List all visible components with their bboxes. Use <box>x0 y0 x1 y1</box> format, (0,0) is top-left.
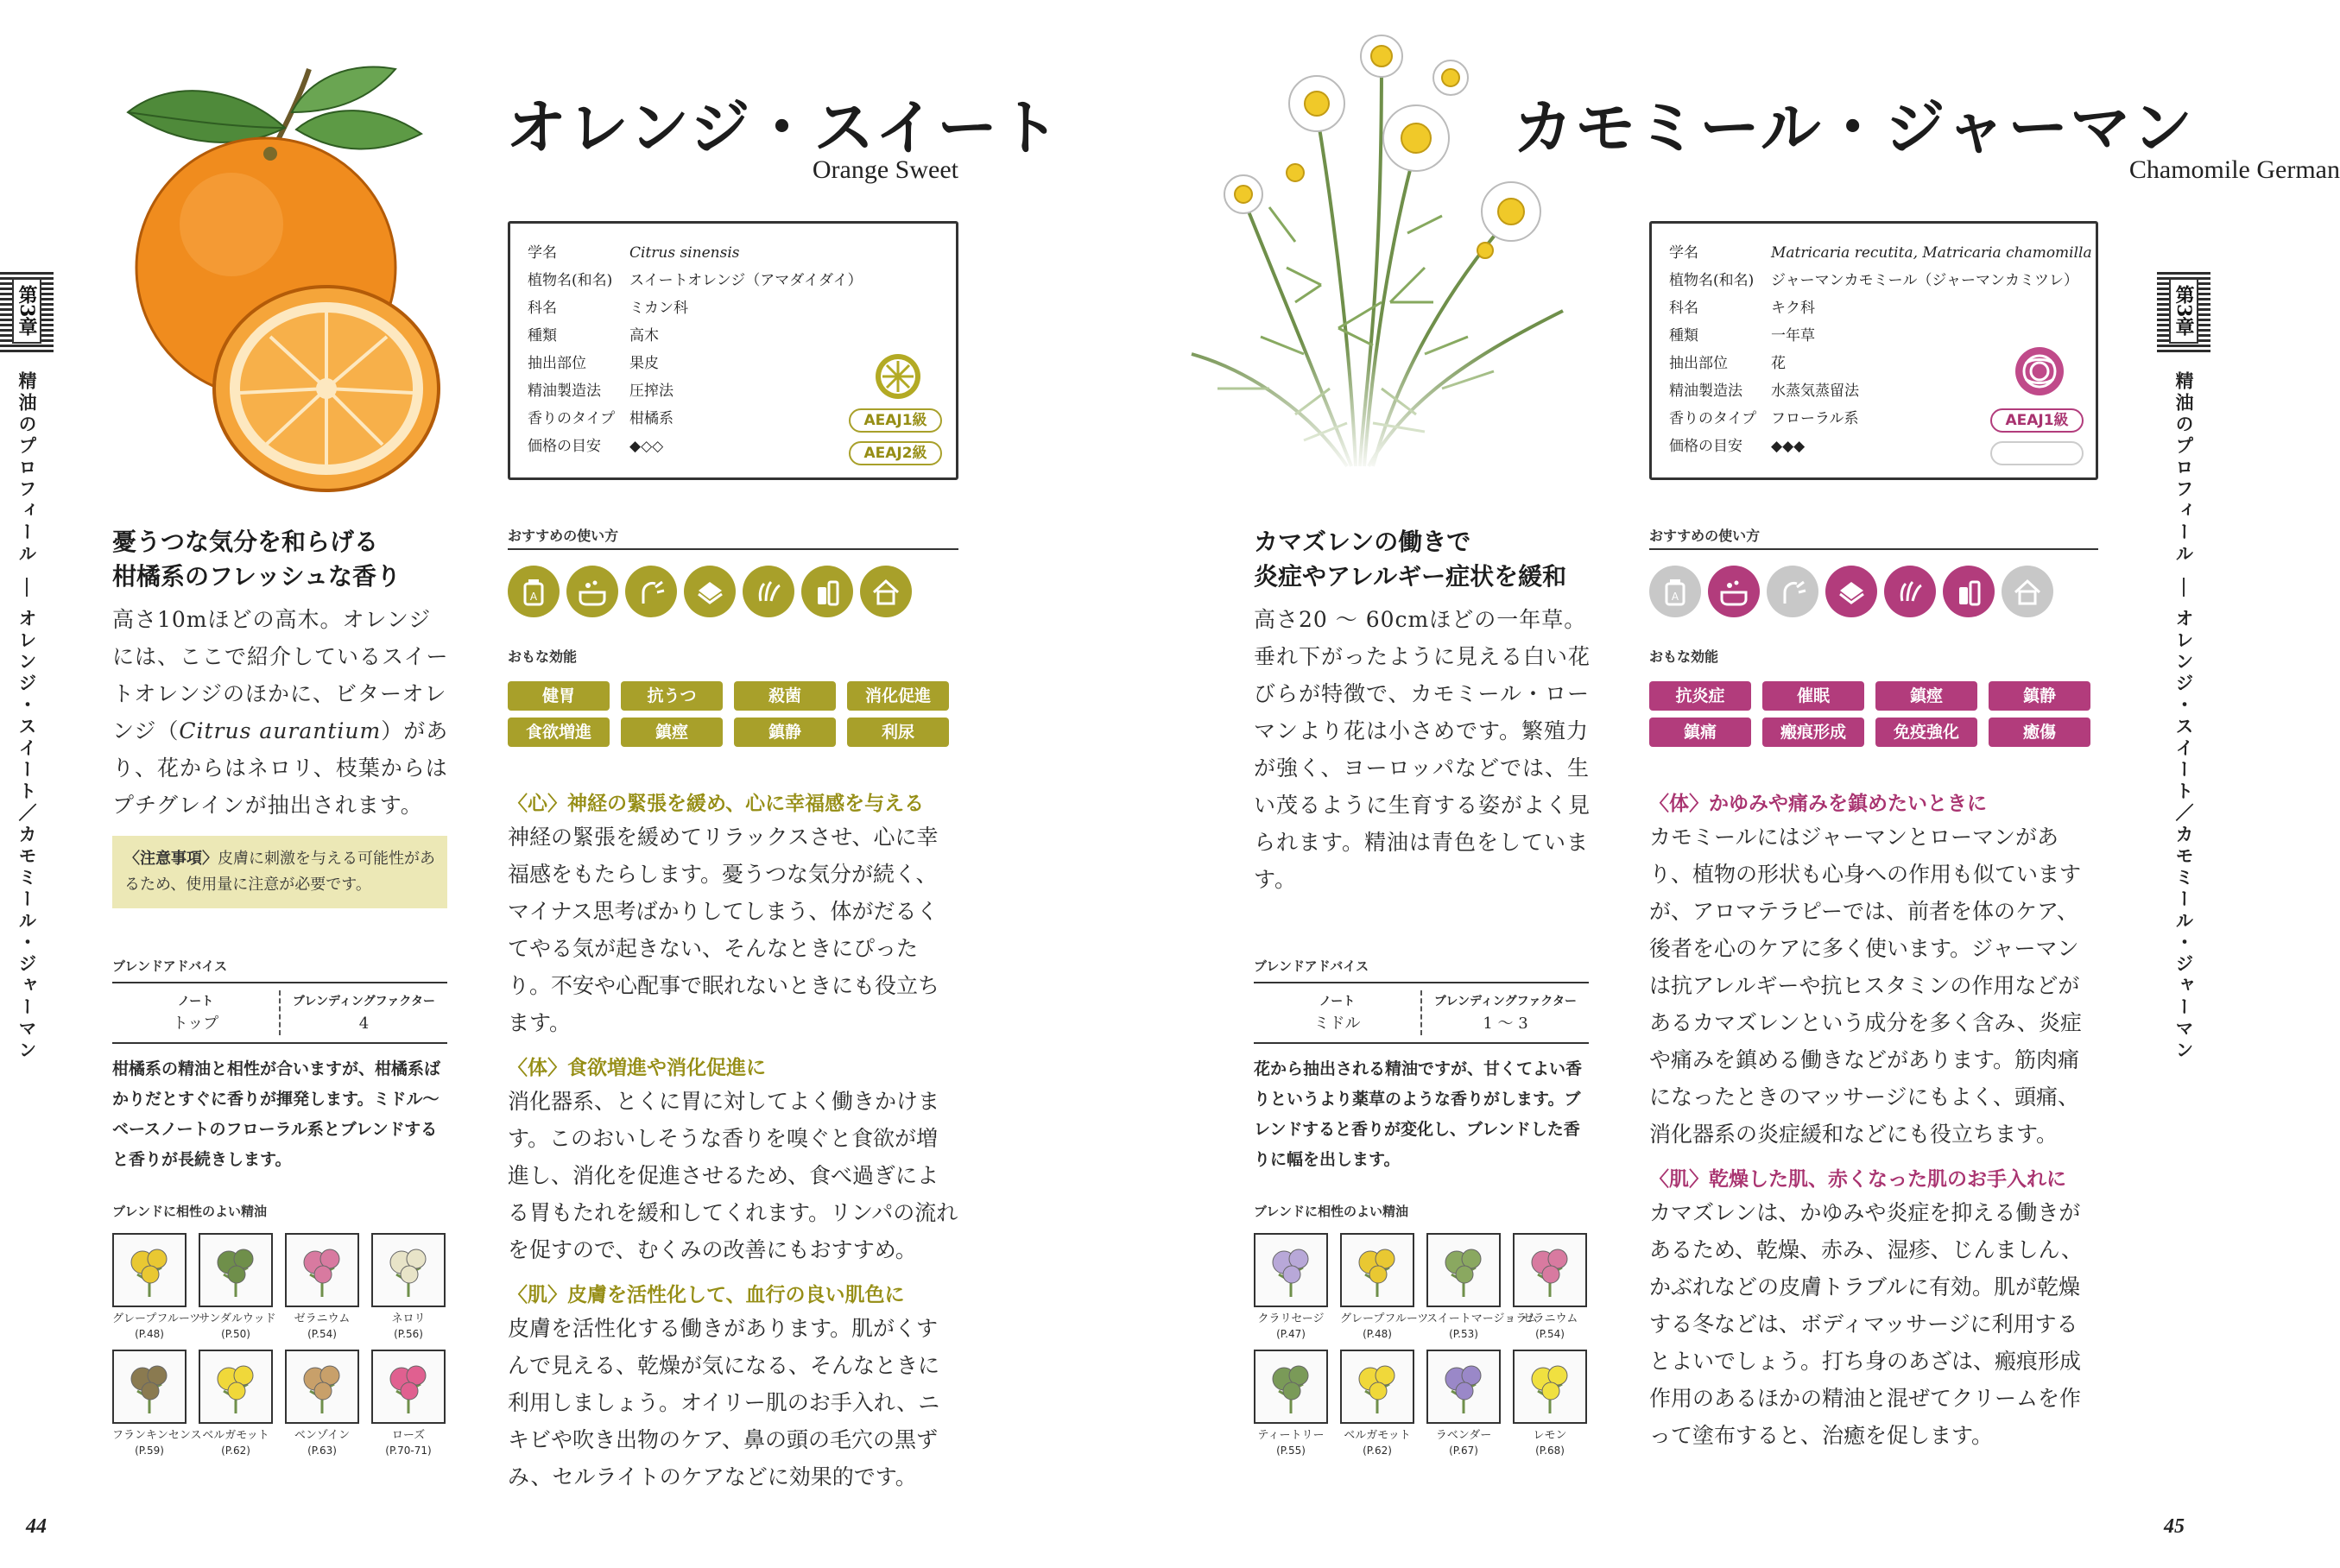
profile-key: 抽出部位 <box>528 355 586 372</box>
profile-key: 科名 <box>1669 300 1698 317</box>
bath-salt-icon <box>508 566 560 617</box>
note-value: トップ <box>172 1015 219 1033</box>
aeaj2-badge: AEAJ2級 <box>849 441 942 465</box>
profile-value: 水蒸気蒸留法 <box>1771 383 1859 400</box>
benefit-heading: 〈肌〉乾燥した肌、赤くなった肌のお手入れに <box>1649 1168 2066 1191</box>
oil-page: (P.68) <box>1535 1445 1565 1457</box>
hand-massage-icon <box>1884 566 1936 617</box>
page-number: 44 <box>26 1515 47 1538</box>
oil-item <box>371 1233 446 1341</box>
blend-advice: ブレンドアドバイス ノート トップ ブレンディングファクター 4 柑橘系の精油と相性が合いますが、柑橘系ばかりだとすぐに香りが揮発します。ミドル～ベースノートのフローラル系とブレンドすると香りが長続きします。 <box>112 957 447 1175</box>
benefit-text: 皮膚を活性化する働きがあります。肌がくすんで見える、乾燥が気になる、そんなときに利用しましょう。オイリー肌のお手入れ、ニキビや吹き出物のケア、鼻の頭の毛穴の黒ずみ、セルライトのケアなどに効果的です。 <box>508 1316 940 1489</box>
benefit-text: 消化器系、とくに胃に対してよく働きかけます。このおいしそうな香りを嗅ぐと食欲が増進し、消化を促進させるため、食べ過ぎによる胃もたれを緩和してくれます。リンパの流れを促すので、むくみの改善にもおすすめ。 <box>508 1089 958 1262</box>
aeaj1-badge: AEAJ1級 <box>1990 408 2084 433</box>
profile-key: 価格の目安 <box>1669 438 1742 455</box>
profile-value: 圧搾法 <box>629 383 674 400</box>
note-value: ミドル <box>1313 1015 1361 1033</box>
empty-badge <box>1990 441 2084 465</box>
benefit-text: 神経の緊張を緩めてリラックスさせ、心に幸福感をもたらします。憂うつな気分が続く、マイナス思考ばかりしてしまう、体がだるくてやる気が起きない、そんなときにぴったり。不安や心配事で眠れないときにも役立ちます。 <box>508 825 940 1035</box>
profile-row <box>1669 239 2092 267</box>
cream-icon <box>801 566 853 617</box>
oil-image <box>285 1350 359 1424</box>
effect-tag: 鎮痙 <box>621 718 723 747</box>
oil-name: サンダルウッド <box>199 1312 276 1325</box>
left-page <box>0 0 1105 1568</box>
oil-name: グレープフルーツ <box>112 1312 201 1325</box>
tab-divider <box>2183 578 2185 597</box>
oil-page: (P.53) <box>1449 1328 1478 1340</box>
oil-name: ベルガモット <box>202 1429 269 1442</box>
profile-row <box>1669 267 2078 294</box>
page-title: オレンジ・スイート <box>506 92 1062 163</box>
oil-item <box>1340 1350 1414 1457</box>
oil-name: レモン <box>1533 1429 1567 1442</box>
blend-text: 花から抽出される精油ですが、甘くてよい香りというより薬草のような香りがします。ブレンドすると香りが変化し、ブレンドした香りに幅を出します。 <box>1254 1059 1583 1169</box>
inhalation-icon <box>1767 566 1818 617</box>
hand-massage-icon <box>743 566 794 617</box>
right-page <box>1105 0 2340 1568</box>
oil-image <box>199 1233 273 1307</box>
profile-card <box>508 221 958 480</box>
page-subtitle: Orange Sweet <box>812 155 958 184</box>
lead-heading: カマズレンの働きで 炎症やアレルギー症状を緩和 <box>1254 528 1567 591</box>
bath-icon <box>1708 566 1760 617</box>
chapter-tab-left <box>0 269 54 1062</box>
intro-text: 高さ20 ～ 60cmほどの一年草。垂れ下がったように見える白い花びらが特徴で、カモミール・ローマンより花は小さめです。繁殖力が強く、ヨーロッパなどでは、生い茂るように生育する姿がよく見られます。精油は青色をしています。 <box>1254 607 1591 892</box>
profile-key: 種類 <box>1669 327 1698 345</box>
oil-image <box>371 1233 446 1307</box>
page-number: 45 <box>2164 1515 2185 1538</box>
effects-section: おもな効能 抗炎症 催眠 鎮痙 鎮静 鎮痛 瘢痕形成 免疫強化 癒傷 <box>1649 646 2098 747</box>
oil-page: (P.67) <box>1449 1445 1478 1457</box>
effect-tag: 抗炎症 <box>1649 681 1751 711</box>
oil-name: ローズ <box>391 1429 426 1442</box>
benefit-heading: 〈体〉かゆみや痛みを鎮めたいときに <box>1649 793 1987 815</box>
profile-key: 植物名(和名) <box>1669 272 1755 289</box>
oil-image <box>1513 1350 1587 1424</box>
good-oils-label: ブレンドに相性のよい精油 <box>1254 1204 1409 1219</box>
tab-section-label: 精油のプロフィール <box>2173 371 2194 566</box>
oil-name: フランキンセンス <box>112 1429 202 1442</box>
aeaj1-badge: AEAJ1級 <box>849 408 942 433</box>
oil-item <box>1513 1233 1587 1341</box>
effect-tag: 催眠 <box>1762 681 1864 711</box>
effect-tag: 健胃 <box>508 681 610 711</box>
profile-value: ミカン科 <box>629 300 688 317</box>
oil-page: (P.48) <box>1363 1328 1392 1340</box>
profile-key: 植物名(和名) <box>528 272 613 289</box>
oil-page: (P.50) <box>221 1328 250 1340</box>
oil-image <box>1254 1350 1328 1424</box>
blend-text: 柑橘系の精油と相性が合いますが、柑橘系ばかりだとすぐに香りが揮発します。ミドル～ベースノートのフローラル系とブレンドすると香りが長続きします。 <box>112 1059 441 1169</box>
oil-page: (P.56) <box>394 1328 423 1340</box>
good-oils-grid <box>1254 1233 1587 1457</box>
oil-item <box>1426 1350 1501 1457</box>
effect-tag: 抗うつ <box>621 681 723 711</box>
oil-item <box>285 1233 359 1341</box>
oil-name: ベンゾイン <box>294 1429 351 1442</box>
oil-image <box>1254 1233 1328 1307</box>
effect-tag: 食欲増進 <box>508 718 610 747</box>
inhalation-icon <box>625 566 677 617</box>
benefit-heading: 〈肌〉皮膚を活性化して、血行の良い肌色に <box>508 1284 905 1306</box>
oil-page: (P.62) <box>1363 1445 1392 1457</box>
profile-key: 学名 <box>528 244 557 262</box>
oil-image <box>1340 1233 1414 1307</box>
oil-image <box>1513 1233 1587 1307</box>
effect-tag: 殺菌 <box>734 681 836 711</box>
intro-text: 高さ10mほどの高木。オレンジには、ここで紹介しているスイートオレンジのほかに、ビターオレンジ（Citrus aurantium）があり、花からはネロリ、枝葉からはプチグレインが抽出されます。 <box>112 607 449 818</box>
effect-tag: 鎮静 <box>1989 681 2090 711</box>
profile-row <box>528 239 939 267</box>
profile-value: ジャーマンカモミール（ジャーマンカミツレ） <box>1771 272 2078 289</box>
profile-row <box>528 294 939 322</box>
chapter-heading: 第3章 <box>0 269 54 352</box>
page-title: カモミール・ジャーマン <box>1513 92 2195 163</box>
oil-image <box>285 1233 359 1307</box>
profile-row <box>528 267 939 294</box>
effect-tag: 癒傷 <box>1989 718 2090 747</box>
oil-page: (P.63) <box>307 1445 337 1457</box>
oil-page: (P.47) <box>1276 1328 1306 1340</box>
oil-item <box>1513 1350 1587 1457</box>
profile-key: 学名 <box>1669 244 1698 262</box>
profile-row <box>528 322 939 350</box>
oil-item <box>199 1233 276 1341</box>
tab-items-label: オレンジ・スイート／カモミール・ジャーマン <box>16 609 37 1062</box>
profile-value: キク科 <box>1771 300 1815 317</box>
benefit-sections <box>508 777 958 1495</box>
oil-item <box>285 1350 359 1457</box>
factor-value: 4 <box>358 1015 370 1033</box>
oil-page: (P.48) <box>135 1328 164 1340</box>
tab-divider <box>26 578 28 597</box>
profile-value: Citrus sinensis <box>629 244 740 262</box>
oil-name: ティートリー <box>1257 1429 1325 1442</box>
profile-value: スイートオレンジ（アマダイダイ） <box>629 272 863 289</box>
profile-value: 果皮 <box>629 355 659 372</box>
profile-value: フローラル系 <box>1771 410 1859 427</box>
profile-key: 香りのタイプ <box>1669 410 1757 427</box>
oil-page: (P.59) <box>135 1445 164 1457</box>
tab-section-label: 精油のプロフィール <box>16 371 37 566</box>
page-subtitle: Chamomile German <box>2128 155 2340 184</box>
rose-flower-icon <box>2013 345 2066 398</box>
svg-text:A: A <box>1671 591 1679 603</box>
effect-tag: 鎮静 <box>734 718 836 747</box>
citrus-icon <box>873 351 923 401</box>
usage-section: おすすめの使い方 A <box>1649 525 2098 617</box>
oil-name: スイートマージョラム <box>1426 1312 1539 1325</box>
benefit-text: カマズレンは、かゆみや炎症を抑える働きがあるため、乾燥、赤み、湿疹、じんましん、かぶれなどの皮膚トラブルに有効。肌が乾燥する冬などは、ボディマッサージに利用するとよいでしょう。打ち身のあざは、瘢痕形成作用のあるほかの精油と混ぜてクリームを作って塗布すると、治癒を促します。 <box>1649 1200 2084 1448</box>
oil-image <box>1426 1233 1501 1307</box>
blend-table: ノート ミドル ブレンディングファクター 1 ～ 3 <box>1254 982 1589 1044</box>
home-icon <box>2002 566 2053 617</box>
benefit-heading: 〈体〉食欲増進や消化促進に <box>508 1057 766 1079</box>
towel-icon <box>684 566 736 617</box>
cream-icon <box>1943 566 1995 617</box>
profile-value: ◆◇◇ <box>629 438 664 455</box>
profile-key: 香りのタイプ <box>528 410 616 427</box>
profile-value: 高木 <box>629 327 659 345</box>
effects-section: おもな効能 健胃 抗うつ 殺菌 消化促進 食欲増進 鎮痙 鎮静 利尿 <box>508 646 958 747</box>
benefit-text: カモミールにはジャーマンとローマンがあり、植物の形状も心身への作用も似ていますが、アロマテラピーでは、前者を体のケア、後者を心のケアに多く使います。ジャーマンは抗アレルギーや抗ヒスタミンの作用などがあるカマズレンという成分を多く含み、炎症や痛みを鎮める働きなどがあります。筋肉痛になったときのマッサージにもよく、頭痛、消化器系の炎症緩和などにも役立ちます。 <box>1649 825 2082 1147</box>
profile-row <box>1669 294 2078 322</box>
profile-card <box>1649 221 2098 480</box>
profile-value: Matricaria recutita, Matricaria chamomilla <box>1771 244 2092 262</box>
oil-page: (P.62) <box>221 1445 250 1457</box>
profile-key: 種類 <box>528 327 557 345</box>
oil-item <box>371 1350 446 1457</box>
benefit-heading: 〈心〉神経の緊張を緩め、心に幸福感を与える <box>508 793 925 815</box>
profile-key: 精油製造法 <box>1669 383 1742 400</box>
effect-tag: 消化促進 <box>847 681 949 711</box>
oil-name: ネロリ <box>391 1312 426 1325</box>
oil-name: ベルガモット <box>1344 1429 1411 1442</box>
oil-page: (P.54) <box>1535 1328 1565 1340</box>
oil-item <box>112 1233 201 1341</box>
oil-image <box>1340 1350 1414 1424</box>
tab-items-label: オレンジ・スイート／カモミール・ジャーマン <box>2173 609 2194 1062</box>
good-oils-grid <box>112 1233 446 1457</box>
oil-page: (P.54) <box>307 1328 337 1340</box>
profile-value: ◆◆◆ <box>1771 438 1806 455</box>
effect-tag: 免疫強化 <box>1875 718 1977 747</box>
caution-note: 〈注意事項〉皮膚に刺激を与える可能性があるため、使用量に注意が必要です。 <box>112 836 447 908</box>
factor-value: 1 ～ 3 <box>1483 1015 1528 1033</box>
profile-value: 花 <box>1771 355 1786 372</box>
home-icon <box>860 566 912 617</box>
oil-image <box>371 1350 446 1424</box>
oil-name: グレープフルーツ <box>1340 1312 1429 1325</box>
effect-tag: 鎮痙 <box>1875 681 1977 711</box>
lead-heading: 憂うつな気分を和らげる 柑橘系のフレッシュな香り <box>112 528 402 591</box>
profile-value: 一年草 <box>1771 327 1815 345</box>
oil-image <box>1426 1350 1501 1424</box>
profile-value: 柑橘系 <box>629 410 674 427</box>
benefit-sections <box>1649 777 2098 1454</box>
effect-tag: 鎮痛 <box>1649 718 1751 747</box>
towel-icon <box>1825 566 1877 617</box>
oil-item <box>1254 1350 1328 1457</box>
profile-key: 抽出部位 <box>1669 355 1728 372</box>
usage-section: おすすめの使い方 A <box>508 525 958 617</box>
oil-item <box>1426 1233 1539 1341</box>
oil-item <box>112 1350 202 1457</box>
profile-key: 精油製造法 <box>528 383 601 400</box>
oil-page: (P.55) <box>1276 1445 1306 1457</box>
blend-advice: ブレンドアドバイス ノート ミドル ブレンディングファクター 1 ～ 3 花から抽出される精油ですが、甘くてよい香りというより薬草のような香りがします。ブレンドすると香りが変化し、ブレンドした香りに幅を出します。 <box>1254 957 1589 1175</box>
oil-name: ゼラニウム <box>1521 1312 1578 1325</box>
bath-salt-icon <box>1649 566 1701 617</box>
oil-name: ラベンダー <box>1435 1429 1492 1442</box>
oil-item <box>1340 1233 1429 1341</box>
profile-key: 科名 <box>528 300 557 317</box>
oil-image <box>199 1350 273 1424</box>
oil-image <box>112 1350 187 1424</box>
oil-item <box>1254 1233 1328 1341</box>
chapter-heading: 第3章 <box>2157 269 2210 352</box>
profile-key: 価格の目安 <box>528 438 601 455</box>
oil-name: ゼラニウム <box>294 1312 351 1325</box>
svg-text:A: A <box>529 591 538 603</box>
good-oils-label: ブレンドに相性のよい精油 <box>112 1204 268 1219</box>
chapter-tab-right <box>2157 269 2210 1062</box>
oil-item <box>199 1350 273 1457</box>
orange-illustration <box>93 52 465 501</box>
effect-tag: 瘢痕形成 <box>1762 718 1864 747</box>
oil-image <box>112 1233 187 1307</box>
oil-name: クラリセージ <box>1257 1312 1325 1325</box>
oil-page: (P.70-71) <box>385 1445 432 1457</box>
bath-icon <box>566 566 618 617</box>
blend-table: ノート トップ ブレンディングファクター 4 <box>112 982 447 1044</box>
effect-tag: 利尿 <box>847 718 949 747</box>
